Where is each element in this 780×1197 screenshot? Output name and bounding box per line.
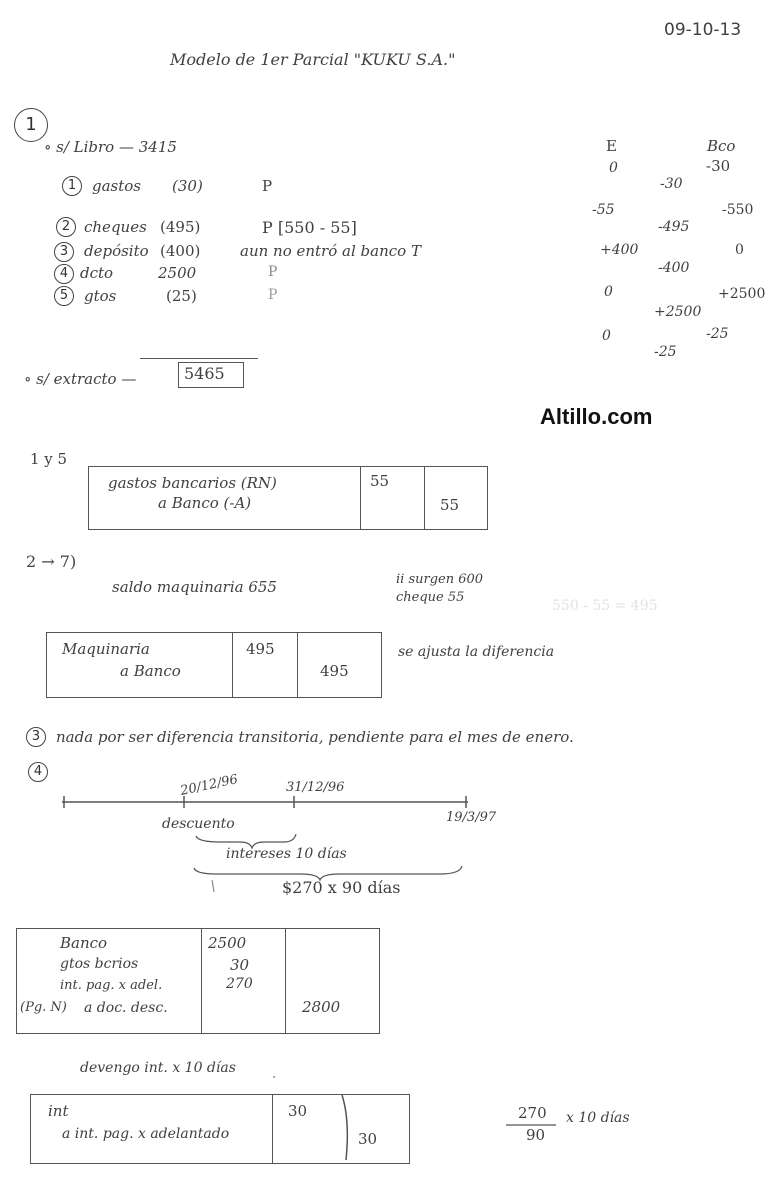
libro-label: ∘ s/ Libro — 3415 — [44, 138, 177, 156]
entry5-debe: 30 — [288, 1102, 308, 1120]
item-3-amount: (400) — [160, 242, 201, 260]
entry1-line1: gastos bancarios (RN) — [108, 474, 277, 492]
total-label: $270 x 90 días — [282, 878, 401, 897]
entry4-line: Banco — [60, 934, 108, 952]
libro-value: 3415 — [138, 138, 177, 156]
recon-entry: -25 — [706, 326, 729, 342]
page-title: Modelo de 1er Parcial "KUKU S.A." — [170, 50, 456, 69]
item-2-amount: (495) — [160, 218, 201, 236]
entry2-line2: a Banco — [120, 662, 181, 680]
libro-label-text: s/ Libro — [56, 138, 115, 156]
item-4-number: 4 — [54, 264, 74, 284]
item-5-amount: (25) — [166, 287, 197, 305]
item-4-amount: 2500 — [158, 264, 197, 282]
entry2-debe: 495 — [246, 640, 275, 658]
item-2-number: 2 — [56, 217, 76, 237]
note-line1: ii surgen 600 — [396, 572, 484, 587]
item-2-label: cheques — [84, 218, 147, 236]
item-4-label: dcto — [80, 264, 114, 282]
item-5-number: 5 — [54, 286, 74, 306]
recon-entry: +2500 — [654, 304, 702, 320]
recon-entry: -25 — [654, 344, 677, 360]
recon-entry: 0 — [735, 242, 744, 258]
extracto-value: 5465 — [184, 364, 225, 383]
entry5-haber: 30 — [358, 1130, 378, 1148]
calc-numerator: 270 — [518, 1104, 547, 1122]
item-1-label: gastos — [92, 177, 141, 195]
col-e-header: E — [606, 137, 617, 155]
item-1-mark: P — [262, 177, 273, 195]
entry5-caption: devengo int. x 10 días — [80, 1060, 236, 1076]
entry1-debe: 55 — [370, 472, 390, 490]
recon-entry: -30 — [660, 176, 683, 192]
section3-ref: 3 — [26, 727, 46, 747]
entry1-line2: a Banco (-A) — [158, 494, 252, 512]
calc-denominator: 90 — [526, 1126, 546, 1144]
recon-entry: 0 — [604, 284, 613, 300]
extracto-label: ∘ s/ extracto — — [24, 370, 137, 388]
entry2-line1: Maquinaria — [62, 640, 150, 658]
recon-entry: -400 — [658, 260, 690, 276]
section2-ref: 2 → 7) — [26, 552, 77, 571]
item-3-label: depósito — [84, 242, 149, 260]
recon-entry: 0 — [602, 328, 611, 344]
calc-suffix: x 10 días — [566, 1110, 630, 1126]
date: 09-10-13 — [664, 20, 742, 40]
entry2-haber: 495 — [320, 662, 349, 680]
item-2-mark: P [550 - 55] — [262, 218, 357, 237]
entry4-prefix: (Pg. N) — [20, 1000, 67, 1015]
entry1-ref: 1 y 5 — [30, 450, 68, 468]
entry4-divider-1 — [201, 928, 202, 1034]
section3-text: nada por ser diferencia transitoria, pendiente para el mes de enero. — [56, 728, 574, 746]
entry4-line: a doc. desc. — [84, 1000, 168, 1016]
entry4-debe: 30 — [230, 956, 250, 974]
note-line2: cheque 55 — [396, 590, 465, 605]
item-5-label: gtos — [84, 287, 117, 305]
watermark: Altillo.com — [540, 404, 653, 429]
intereses-label: intereses 10 días — [226, 846, 347, 862]
item-3-number: 3 — [54, 242, 74, 262]
recon-entry: +2500 — [718, 286, 766, 302]
entry4-debe: 2500 — [208, 934, 247, 952]
recon-entry: -495 — [658, 219, 690, 235]
entry2-side-note: se ajusta la diferencia — [398, 644, 555, 660]
item-3-mark: aun no entró al banco T — [240, 242, 421, 260]
date-3: 19/3/97 — [446, 810, 497, 825]
entry4-haber: 2800 — [302, 998, 341, 1016]
faint-calc: 550 - 55 = 495 — [552, 598, 658, 614]
recon-entry: +400 — [600, 242, 639, 258]
item-1-amount: (30) — [172, 177, 203, 195]
entry5-line1: int — [48, 1102, 69, 1120]
section4-ref: 4 — [28, 762, 48, 782]
descuento-label: descuento — [162, 816, 235, 832]
recon-entry: -55 — [592, 202, 615, 218]
item-1-number: 1 — [62, 176, 82, 196]
date-1: 20/12/96 — [179, 772, 240, 799]
entry5-line2: a int. pag. x adelantado — [62, 1126, 230, 1142]
item-5-mark: P — [268, 287, 278, 303]
date-2: 31/12/96 — [286, 780, 345, 795]
entry4-line: gtos bcrios — [60, 956, 139, 972]
item-4-mark: P — [268, 264, 278, 280]
recon-entry: -550 — [722, 202, 754, 218]
recon-entry: -30 — [706, 157, 731, 175]
entry5-divider-1 — [272, 1094, 273, 1164]
section-1-number: 1 — [14, 108, 48, 142]
recon-entry: 0 — [609, 160, 618, 176]
saldo-text: saldo maquinaria 655 — [112, 578, 277, 596]
col-bco-header: Bco — [707, 137, 736, 155]
entry4-divider-2 — [285, 928, 286, 1034]
entry4-line: int. pag. x adel. — [60, 978, 163, 993]
extracto-label-text: s/ extracto — [36, 370, 117, 388]
entry1-haber: 55 — [440, 496, 460, 514]
entry4-debe: 270 — [226, 976, 253, 992]
